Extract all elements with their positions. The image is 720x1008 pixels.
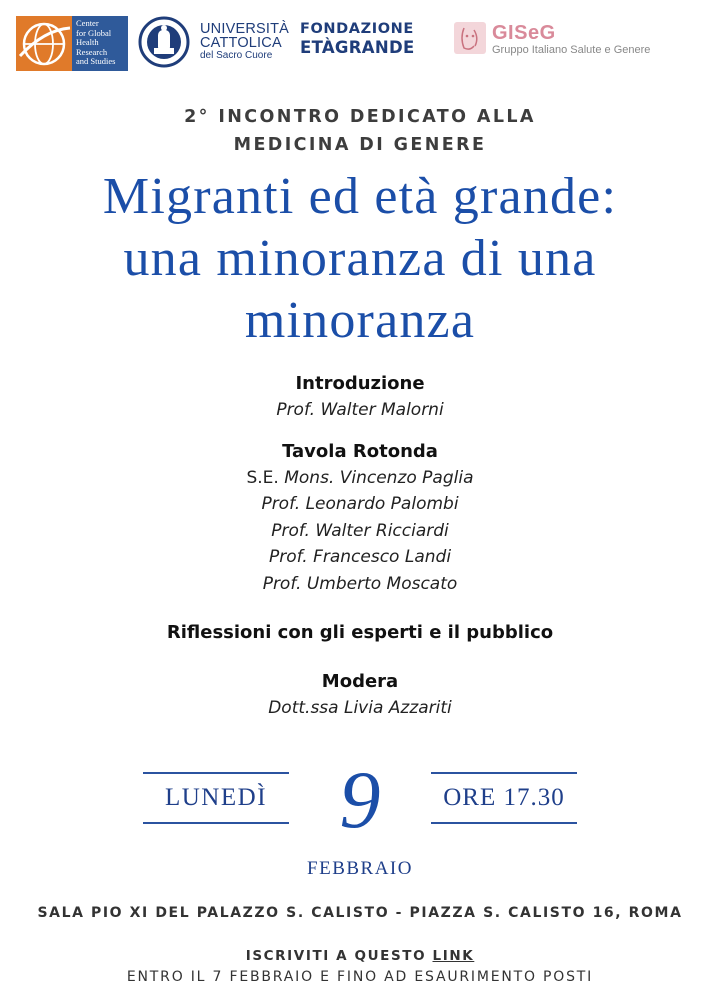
intro-heading: Introduzione <box>295 373 425 394</box>
venue-address: SALA PIO XI DEL PALAZZO S. CALISTO - PIAZZA S. CALISTO 16, ROMA <box>37 905 683 921</box>
giseg-subtitle: Gruppo Italiano Salute e Genere <box>492 44 651 56</box>
time-label: ORE 17.30 <box>431 772 577 824</box>
program <box>0 370 720 722</box>
event-kicker: 2° INCONTRO DEDICATO ALLA MEDICINA DI GENERE <box>184 107 536 155</box>
round-table-speaker: Prof. Walter Ricciardi <box>271 520 449 541</box>
signup-line: ISCRIVITI A QUESTO LINK <box>245 948 475 964</box>
event-title: Migranti ed età grande: una minoranza di una minoranza <box>102 168 618 349</box>
registration-deadline: ENTRO IL 7 FEBBRAIO E FINO AD ESAURIMENTO POSTI <box>126 969 594 985</box>
face-icon <box>454 22 486 54</box>
moderator-heading: Modera <box>321 671 399 692</box>
fondazione-etagrande-logo: FONDAZIONE ETÀGRANDE <box>300 21 415 57</box>
logo-bar <box>14 14 706 72</box>
giseg-logo <box>454 22 650 57</box>
round-table-speaker: Prof. Francesco Landi <box>268 547 452 567</box>
cghrs-logo <box>16 16 128 71</box>
intro-speaker: Prof. Walter Malorni <box>276 400 444 420</box>
reflections-heading: Riflessioni con gli esperti e il pubblico <box>166 622 554 643</box>
cghrs-logo-text: Center for Global Health Research and Studies <box>72 16 128 71</box>
globe-icon <box>16 16 72 71</box>
weekday-label: LUNEDÌ <box>143 772 289 824</box>
month-label: FEBBRAIO <box>307 858 413 879</box>
giseg-name: GISeG <box>492 22 556 44</box>
university-seal-icon <box>138 14 190 70</box>
round-table-speaker: Prof. Leonardo Palombi <box>261 494 459 514</box>
ucsc-logo <box>138 14 289 70</box>
day-number: 9 <box>339 754 381 845</box>
round-table-speaker: S.E. Mons. Vincenzo Paglia <box>246 467 474 488</box>
round-table-speaker: Prof. Umberto Moscato <box>262 573 458 594</box>
moderator-name: Dott.ssa Livia Azzariti <box>268 698 452 718</box>
signup-link[interactable]: LINK <box>432 948 475 964</box>
round-table-heading: Tavola Rotonda <box>282 440 438 462</box>
ucsc-wordmark: UNIVERSITÀ CATTOLICA del Sacro Cuore <box>200 21 290 61</box>
